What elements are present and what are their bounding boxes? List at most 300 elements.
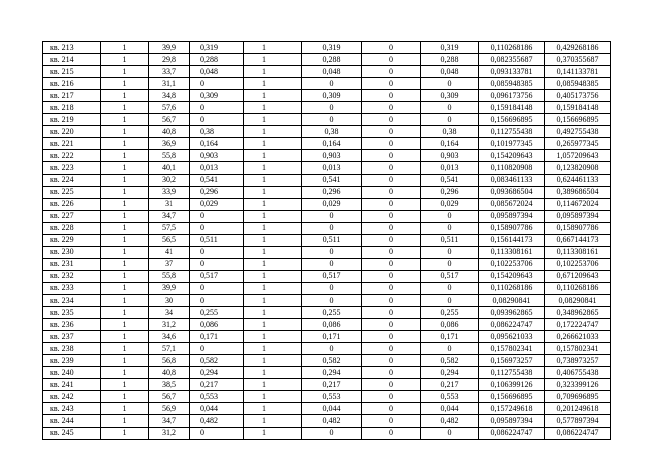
value-cell: 0 xyxy=(302,114,362,126)
value-cell: 0,095897394 xyxy=(479,415,545,427)
value-cell: 1 xyxy=(244,282,302,294)
value-cell: 0,086224747 xyxy=(545,427,611,439)
value-cell: 1 xyxy=(101,343,149,355)
value-cell: 0 xyxy=(302,210,362,222)
value-cell: 0,255 xyxy=(190,307,244,319)
value-cell: 0,086224747 xyxy=(479,427,545,439)
value-cell: 0,095897394 xyxy=(479,210,545,222)
value-cell: 1 xyxy=(244,90,302,102)
value-cell: 0,095897394 xyxy=(545,210,611,222)
table-row xyxy=(43,66,611,78)
table-row xyxy=(43,270,611,282)
table-row xyxy=(43,319,611,331)
value-cell: 0 xyxy=(362,367,421,379)
apartment-cell: кв. 224 xyxy=(43,174,101,186)
value-cell: 0,110820908 xyxy=(479,162,545,174)
value-cell: 0,517 xyxy=(302,270,362,282)
apartment-cell: кв. 230 xyxy=(43,246,101,258)
value-cell: 0 xyxy=(362,162,421,174)
value-cell: 1 xyxy=(244,307,302,319)
value-cell: 34,7 xyxy=(149,210,190,222)
value-cell: 56,7 xyxy=(149,391,190,403)
value-cell: 0,085672024 xyxy=(479,198,545,210)
value-cell: 0 xyxy=(190,210,244,222)
value-cell: 0,492755438 xyxy=(545,126,611,138)
value-cell: 0,110268186 xyxy=(479,42,545,54)
value-cell: 1 xyxy=(101,198,149,210)
value-cell: 0,671209643 xyxy=(545,270,611,282)
table-row xyxy=(43,54,611,66)
value-cell: 1 xyxy=(101,391,149,403)
value-cell: 0,112755438 xyxy=(479,367,545,379)
value-cell: 0 xyxy=(362,427,421,439)
value-cell: 1 xyxy=(101,138,149,150)
value-cell: 0,156696895 xyxy=(545,114,611,126)
value-cell: 0,903 xyxy=(421,150,479,162)
apartment-cell: кв. 222 xyxy=(43,150,101,162)
value-cell: 1 xyxy=(244,174,302,186)
value-cell: 55,8 xyxy=(149,270,190,282)
value-cell: 1 xyxy=(101,210,149,222)
value-cell: 0,265977345 xyxy=(545,138,611,150)
value-cell: 0,553 xyxy=(190,391,244,403)
value-cell: 36,9 xyxy=(149,138,190,150)
value-cell: 1 xyxy=(101,90,149,102)
value-cell: 0,114672024 xyxy=(545,198,611,210)
apartment-cell: кв. 217 xyxy=(43,90,101,102)
value-cell: 1 xyxy=(244,391,302,403)
value-cell: 0 xyxy=(362,319,421,331)
value-cell: 1 xyxy=(244,258,302,270)
value-cell: 1 xyxy=(101,246,149,258)
value-cell: 0 xyxy=(190,258,244,270)
value-cell: 56,7 xyxy=(149,114,190,126)
value-cell: 0,201249618 xyxy=(545,403,611,415)
table-row xyxy=(43,367,611,379)
value-cell: 0,517 xyxy=(421,270,479,282)
value-cell: 0,511 xyxy=(302,234,362,246)
value-cell: 0,157249618 xyxy=(479,403,545,415)
apartment-cell: кв. 221 xyxy=(43,138,101,150)
apartment-cell: кв. 220 xyxy=(43,126,101,138)
table-row xyxy=(43,282,611,294)
table-row xyxy=(43,403,611,415)
value-cell: 0 xyxy=(421,78,479,90)
value-cell: 1 xyxy=(244,210,302,222)
value-cell: 0,044 xyxy=(302,403,362,415)
value-cell: 1 xyxy=(101,150,149,162)
value-cell: 1 xyxy=(244,162,302,174)
value-cell: 0 xyxy=(190,427,244,439)
value-cell: 1 xyxy=(244,42,302,54)
value-cell: 0,154209643 xyxy=(479,150,545,162)
value-cell: 0,159184148 xyxy=(479,102,545,114)
value-cell: 1 xyxy=(244,403,302,415)
value-cell: 0,171 xyxy=(421,331,479,343)
apartment-cell: кв. 236 xyxy=(43,319,101,331)
value-cell: 1 xyxy=(244,126,302,138)
value-cell: 1 xyxy=(101,427,149,439)
value-cell: 0 xyxy=(362,186,421,198)
value-cell: 0,156696895 xyxy=(479,391,545,403)
value-cell: 0,288 xyxy=(421,54,479,66)
value-cell: 0,255 xyxy=(302,307,362,319)
value-cell: 0,106399126 xyxy=(479,379,545,391)
value-cell: 0,086224747 xyxy=(479,319,545,331)
value-cell: 0,482 xyxy=(190,415,244,427)
value-cell: 57,5 xyxy=(149,222,190,234)
value-cell: 0 xyxy=(421,427,479,439)
value-cell: 0 xyxy=(362,78,421,90)
value-cell: 0 xyxy=(362,258,421,270)
apartment-cell: кв. 223 xyxy=(43,162,101,174)
table-row xyxy=(43,198,611,210)
table-row xyxy=(43,102,611,114)
value-cell: 0,112755438 xyxy=(479,126,545,138)
value-cell: 0 xyxy=(302,102,362,114)
value-cell: 0 xyxy=(421,343,479,355)
value-cell: 0,319 xyxy=(190,42,244,54)
value-cell: 0,156696895 xyxy=(479,114,545,126)
value-cell: 1 xyxy=(244,78,302,90)
table-row xyxy=(43,258,611,270)
value-cell: 1 xyxy=(244,114,302,126)
value-cell: 0,309 xyxy=(421,90,479,102)
value-cell: 0,158907786 xyxy=(479,222,545,234)
value-cell: 0,164 xyxy=(302,138,362,150)
value-cell: 0 xyxy=(302,78,362,90)
value-cell: 41 xyxy=(149,246,190,258)
table-row xyxy=(43,222,611,234)
value-cell: 0,085948385 xyxy=(479,78,545,90)
value-cell: 0,553 xyxy=(302,391,362,403)
value-cell: 57,1 xyxy=(149,343,190,355)
value-cell: 0,370355687 xyxy=(545,54,611,66)
value-cell: 0 xyxy=(362,150,421,162)
value-cell: 0,110268186 xyxy=(545,282,611,294)
value-cell: 0 xyxy=(362,355,421,367)
value-cell: 29,8 xyxy=(149,54,190,66)
value-cell: 0 xyxy=(302,294,362,306)
apartment-cell: кв. 234 xyxy=(43,294,101,306)
apartment-cell: кв. 227 xyxy=(43,210,101,222)
table-row xyxy=(43,391,611,403)
value-cell: 0,541 xyxy=(190,174,244,186)
table-row xyxy=(43,162,611,174)
value-cell: 1 xyxy=(244,355,302,367)
value-cell: 0,217 xyxy=(421,379,479,391)
value-cell: 0,429268186 xyxy=(545,42,611,54)
value-cell: 1 xyxy=(244,270,302,282)
value-cell: 33,7 xyxy=(149,66,190,78)
table-row xyxy=(43,415,611,427)
value-cell: 0 xyxy=(190,78,244,90)
value-cell: 0 xyxy=(362,282,421,294)
value-cell: 0,158907786 xyxy=(545,222,611,234)
value-cell: 0,38 xyxy=(190,126,244,138)
value-cell: 0 xyxy=(190,222,244,234)
value-cell: 34,8 xyxy=(149,90,190,102)
data-table xyxy=(42,41,611,440)
value-cell: 30,2 xyxy=(149,174,190,186)
value-cell: 1 xyxy=(244,367,302,379)
value-cell: 0,141133781 xyxy=(545,66,611,78)
value-cell: 0,903 xyxy=(302,150,362,162)
value-cell: 33,9 xyxy=(149,186,190,198)
value-cell: 0,044 xyxy=(190,403,244,415)
value-cell: 0,709696895 xyxy=(545,391,611,403)
table-row xyxy=(43,427,611,439)
value-cell: 0,164 xyxy=(190,138,244,150)
value-cell: 55,8 xyxy=(149,150,190,162)
value-cell: 0,38 xyxy=(421,126,479,138)
apartment-cell: кв. 242 xyxy=(43,391,101,403)
apartment-cell: кв. 219 xyxy=(43,114,101,126)
value-cell: 0,102253706 xyxy=(479,258,545,270)
value-cell: 31,1 xyxy=(149,78,190,90)
value-cell: 0,255 xyxy=(421,307,479,319)
value-cell: 0 xyxy=(362,90,421,102)
apartment-cell: кв. 244 xyxy=(43,415,101,427)
value-cell: 1 xyxy=(244,294,302,306)
value-cell: 0,08290841 xyxy=(545,294,611,306)
value-cell: 0,582 xyxy=(421,355,479,367)
apartment-cell: кв. 233 xyxy=(43,282,101,294)
value-cell: 0,013 xyxy=(302,162,362,174)
value-cell: 1 xyxy=(244,138,302,150)
value-cell: 0,541 xyxy=(421,174,479,186)
value-cell: 0,08290841 xyxy=(479,294,545,306)
apartment-cell: кв. 226 xyxy=(43,198,101,210)
value-cell: 39,9 xyxy=(149,42,190,54)
value-cell: 40,8 xyxy=(149,126,190,138)
value-cell: 0,048 xyxy=(421,66,479,78)
value-cell: 1 xyxy=(101,174,149,186)
value-cell: 0,319 xyxy=(302,42,362,54)
value-cell: 0,156144173 xyxy=(479,234,545,246)
value-cell: 0,172224747 xyxy=(545,319,611,331)
value-cell: 0,164 xyxy=(421,138,479,150)
table-row xyxy=(43,174,611,186)
value-cell: 0,083461133 xyxy=(479,174,545,186)
value-cell: 1 xyxy=(244,427,302,439)
value-cell: 0,511 xyxy=(421,234,479,246)
value-cell: 0,348962865 xyxy=(545,307,611,319)
value-cell: 0 xyxy=(302,343,362,355)
value-cell: 0,013 xyxy=(190,162,244,174)
value-cell: 0 xyxy=(362,198,421,210)
value-cell: 30 xyxy=(149,294,190,306)
value-cell: 0 xyxy=(302,246,362,258)
apartment-cell: кв. 214 xyxy=(43,54,101,66)
value-cell: 1 xyxy=(101,162,149,174)
apartment-cell: кв. 216 xyxy=(43,78,101,90)
value-cell: 0,323399126 xyxy=(545,379,611,391)
value-cell: 0,156973257 xyxy=(479,355,545,367)
table-row xyxy=(43,186,611,198)
value-cell: 1 xyxy=(244,343,302,355)
value-cell: 0,294 xyxy=(302,367,362,379)
value-cell: 1 xyxy=(101,114,149,126)
value-cell: 56,5 xyxy=(149,234,190,246)
value-cell: 0,113308161 xyxy=(545,246,611,258)
value-cell: 0 xyxy=(302,258,362,270)
apartment-cell: кв. 218 xyxy=(43,102,101,114)
value-cell: 0 xyxy=(190,246,244,258)
value-cell: 0 xyxy=(362,307,421,319)
value-cell: 1 xyxy=(244,319,302,331)
apartment-cell: кв. 229 xyxy=(43,234,101,246)
value-cell: 1 xyxy=(101,355,149,367)
value-cell: 0,406755438 xyxy=(545,367,611,379)
value-cell: 34,6 xyxy=(149,331,190,343)
table-row xyxy=(43,42,611,54)
value-cell: 0,086 xyxy=(421,319,479,331)
value-cell: 1,057209643 xyxy=(545,150,611,162)
value-cell: 0,113308161 xyxy=(479,246,545,258)
value-cell: 0,903 xyxy=(190,150,244,162)
value-cell: 0 xyxy=(421,114,479,126)
value-cell: 1 xyxy=(244,379,302,391)
value-cell: 0,624461133 xyxy=(545,174,611,186)
value-cell: 0 xyxy=(362,54,421,66)
value-cell: 31,2 xyxy=(149,427,190,439)
value-cell: 0,296 xyxy=(190,186,244,198)
value-cell: 0 xyxy=(302,282,362,294)
value-cell: 57,6 xyxy=(149,102,190,114)
value-cell: 0,296 xyxy=(302,186,362,198)
value-cell: 0,093686504 xyxy=(479,186,545,198)
value-cell: 0,217 xyxy=(302,379,362,391)
value-cell: 0,553 xyxy=(421,391,479,403)
value-cell: 1 xyxy=(101,258,149,270)
value-cell: 0 xyxy=(302,222,362,234)
value-cell: 1 xyxy=(244,246,302,258)
value-cell: 0 xyxy=(190,282,244,294)
value-cell: 0 xyxy=(302,427,362,439)
value-cell: 1 xyxy=(101,319,149,331)
value-cell: 0 xyxy=(362,270,421,282)
table-row xyxy=(43,210,611,222)
apartment-cell: кв. 245 xyxy=(43,427,101,439)
value-cell: 1 xyxy=(244,331,302,343)
apartment-cell: кв. 238 xyxy=(43,343,101,355)
value-cell: 0,154209643 xyxy=(479,270,545,282)
value-cell: 1 xyxy=(101,126,149,138)
apartment-cell: кв. 240 xyxy=(43,367,101,379)
apartment-cell: кв. 243 xyxy=(43,403,101,415)
value-cell: 0,482 xyxy=(421,415,479,427)
value-cell: 1 xyxy=(244,186,302,198)
value-cell: 0,389686504 xyxy=(545,186,611,198)
apartment-cell: кв. 215 xyxy=(43,66,101,78)
value-cell: 34,7 xyxy=(149,415,190,427)
value-cell: 0 xyxy=(362,246,421,258)
value-cell: 0,309 xyxy=(302,90,362,102)
value-cell: 0,582 xyxy=(302,355,362,367)
apartment-cell: кв. 237 xyxy=(43,331,101,343)
value-cell: 0 xyxy=(421,258,479,270)
value-cell: 0,101977345 xyxy=(479,138,545,150)
value-cell: 1 xyxy=(101,54,149,66)
value-cell: 0,086 xyxy=(190,319,244,331)
value-cell: 0 xyxy=(362,42,421,54)
apartment-cell: кв. 239 xyxy=(43,355,101,367)
value-cell: 1 xyxy=(244,198,302,210)
value-cell: 37 xyxy=(149,258,190,270)
value-cell: 0 xyxy=(362,210,421,222)
value-cell: 0,159184148 xyxy=(545,102,611,114)
value-cell: 0,085948385 xyxy=(545,78,611,90)
value-cell: 0,319 xyxy=(421,42,479,54)
value-cell: 0,082355687 xyxy=(479,54,545,66)
value-cell: 1 xyxy=(244,234,302,246)
value-cell: 1 xyxy=(101,234,149,246)
value-cell: 0,044 xyxy=(421,403,479,415)
table-row xyxy=(43,114,611,126)
value-cell: 40,1 xyxy=(149,162,190,174)
value-cell: 1 xyxy=(101,222,149,234)
value-cell: 0 xyxy=(362,222,421,234)
table-body xyxy=(43,42,611,440)
value-cell: 0 xyxy=(190,343,244,355)
value-cell: 0 xyxy=(362,138,421,150)
value-cell: 0,157802341 xyxy=(479,343,545,355)
table-row xyxy=(43,150,611,162)
value-cell: 0,577897394 xyxy=(545,415,611,427)
table-row xyxy=(43,355,611,367)
value-cell: 1 xyxy=(244,222,302,234)
value-cell: 0 xyxy=(362,415,421,427)
value-cell: 0 xyxy=(190,102,244,114)
value-cell: 1 xyxy=(101,42,149,54)
value-cell: 0 xyxy=(362,391,421,403)
value-cell: 0,093962865 xyxy=(479,307,545,319)
value-cell: 0,093133781 xyxy=(479,66,545,78)
value-cell: 0,157802341 xyxy=(545,343,611,355)
value-cell: 0,096173756 xyxy=(479,90,545,102)
value-cell: 0 xyxy=(362,126,421,138)
apartment-cell: кв. 225 xyxy=(43,186,101,198)
value-cell: 0,013 xyxy=(421,162,479,174)
value-cell: 1 xyxy=(101,415,149,427)
value-cell: 0 xyxy=(362,379,421,391)
value-cell: 1 xyxy=(244,54,302,66)
value-cell: 1 xyxy=(101,379,149,391)
value-cell: 39,9 xyxy=(149,282,190,294)
value-cell: 1 xyxy=(101,307,149,319)
value-cell: 0 xyxy=(190,114,244,126)
value-cell: 0,288 xyxy=(190,54,244,66)
value-cell: 0,048 xyxy=(302,66,362,78)
value-cell: 0,738973257 xyxy=(545,355,611,367)
value-cell: 38,5 xyxy=(149,379,190,391)
value-cell: 0,029 xyxy=(190,198,244,210)
value-cell: 1 xyxy=(101,78,149,90)
value-cell: 1 xyxy=(101,294,149,306)
value-cell: 0,309 xyxy=(190,90,244,102)
value-cell: 0,102253706 xyxy=(545,258,611,270)
table-row xyxy=(43,138,611,150)
value-cell: 0 xyxy=(421,102,479,114)
table-row xyxy=(43,343,611,355)
value-cell: 0 xyxy=(421,210,479,222)
value-cell: 0,217 xyxy=(190,379,244,391)
value-cell: 0,482 xyxy=(302,415,362,427)
value-cell: 0 xyxy=(362,66,421,78)
value-cell: 56,8 xyxy=(149,355,190,367)
value-cell: 0,541 xyxy=(302,174,362,186)
